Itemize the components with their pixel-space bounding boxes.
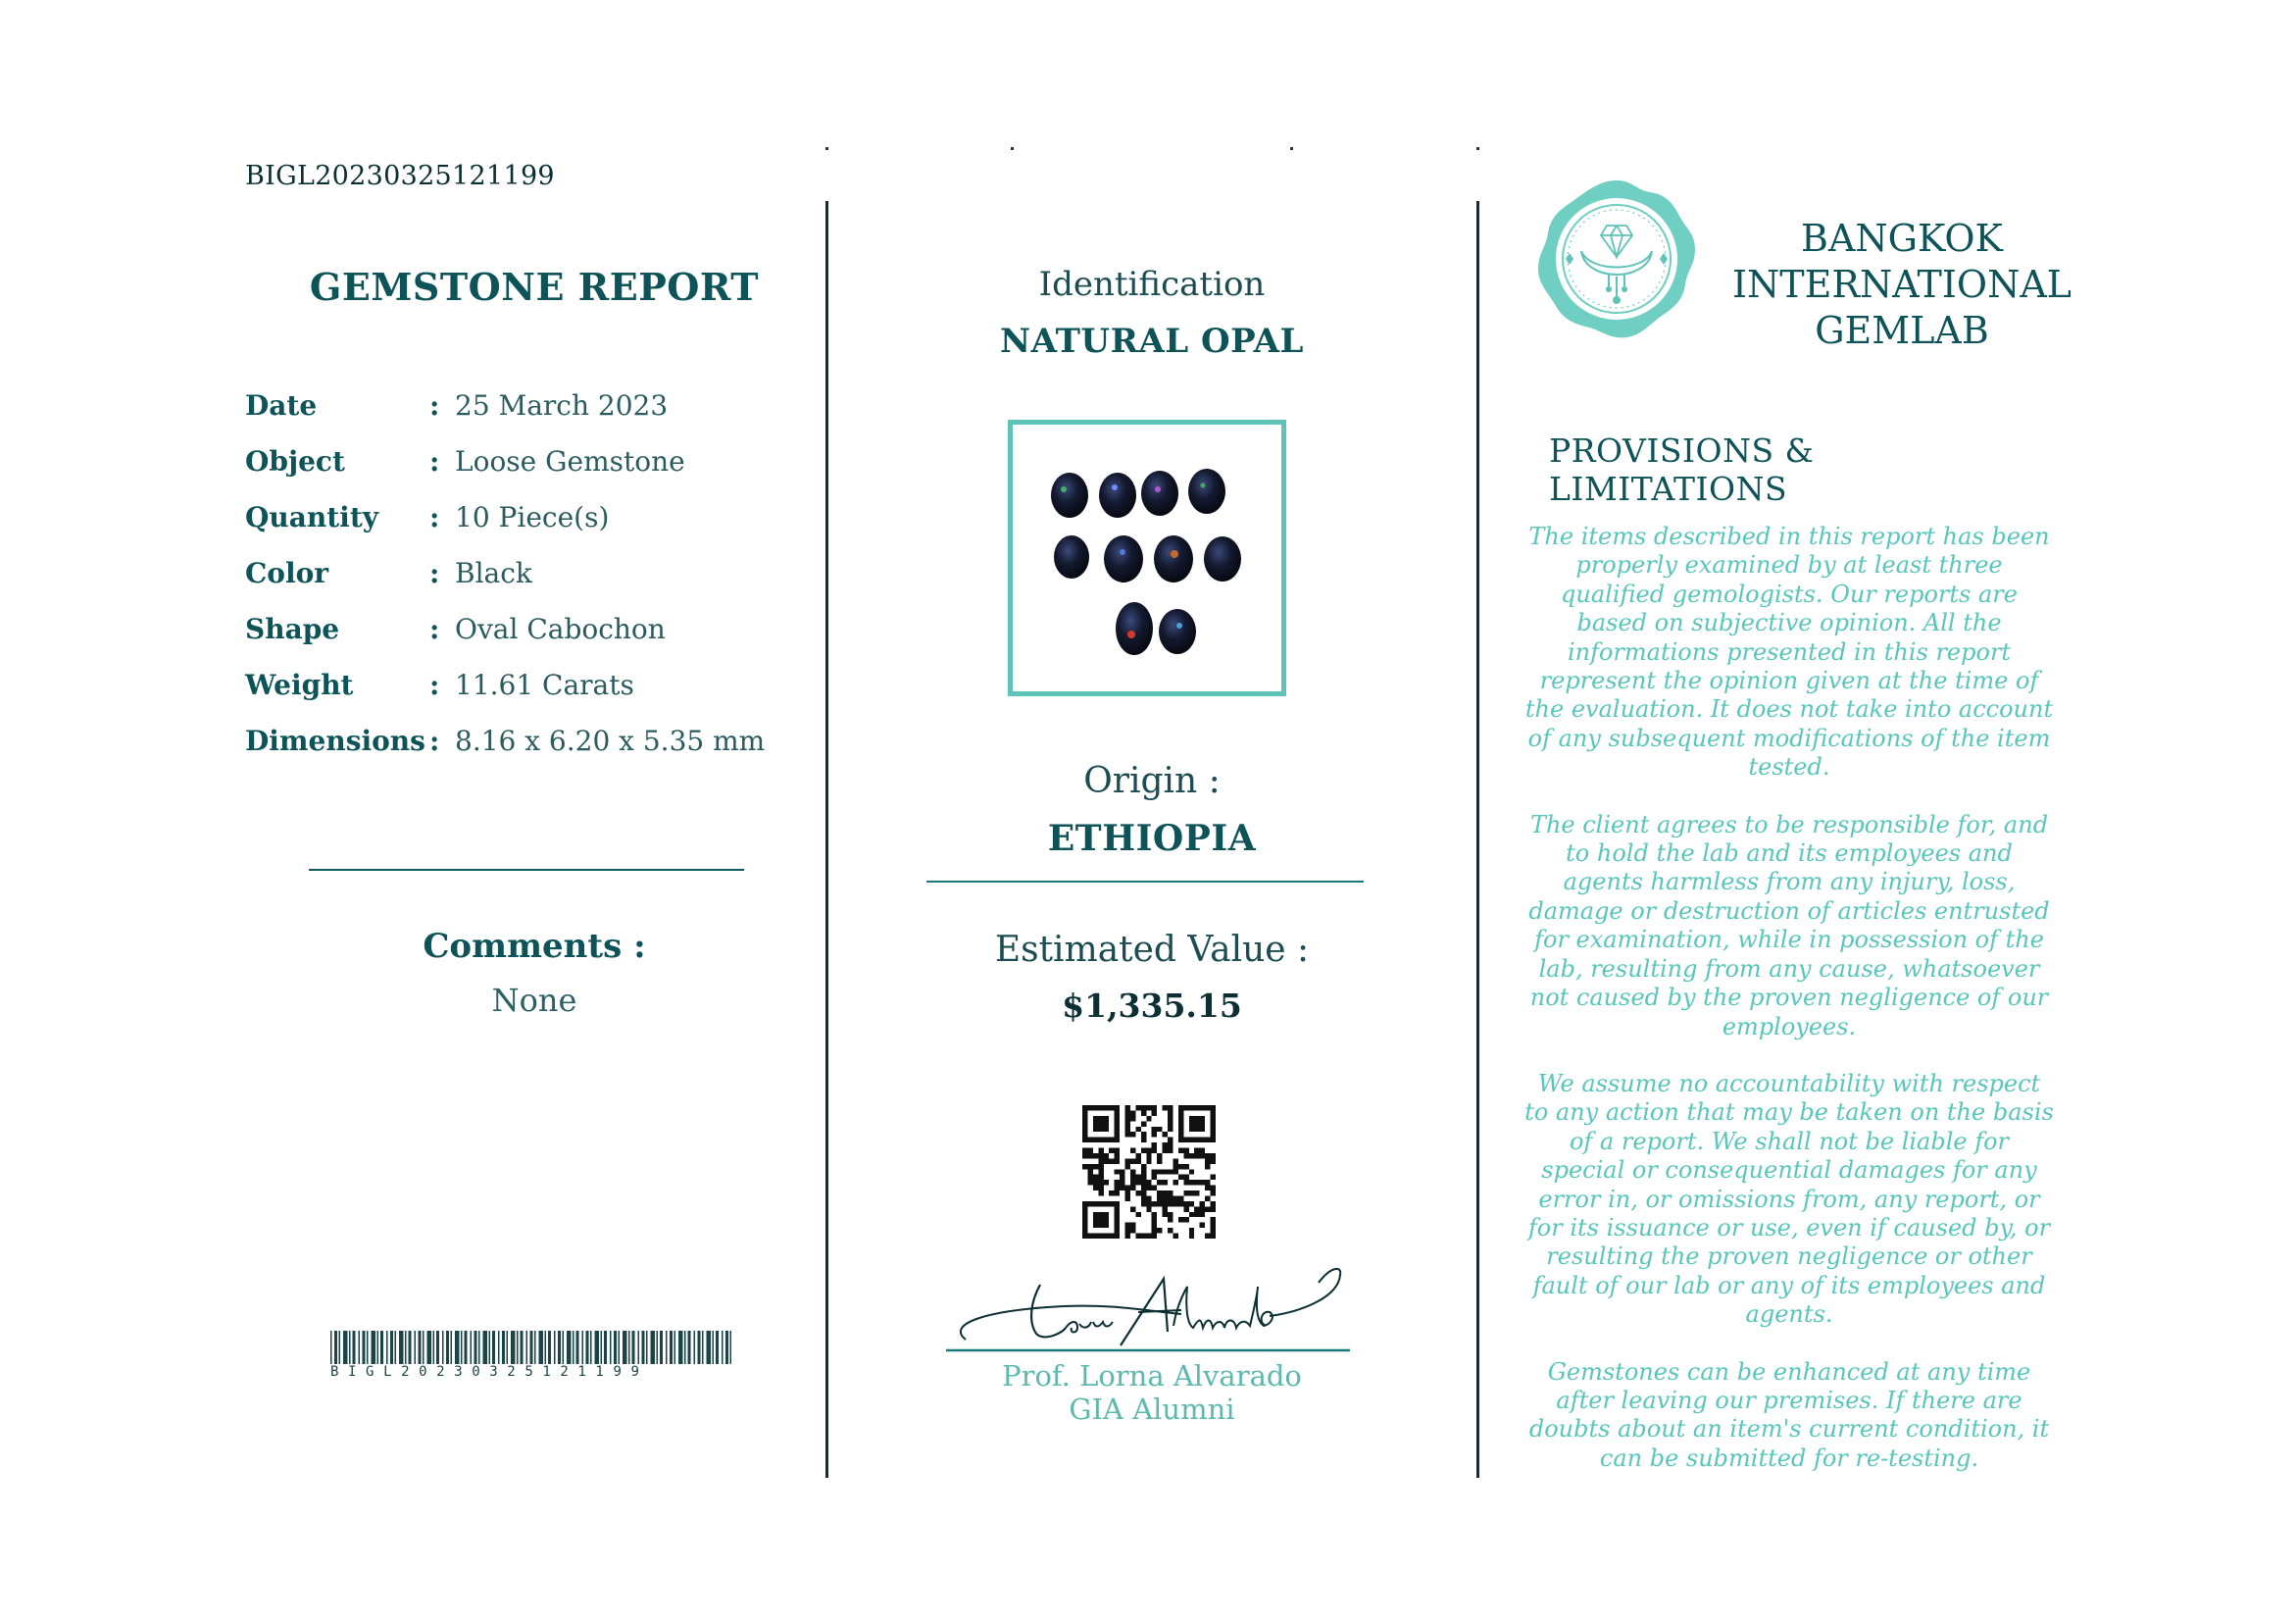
barcode-number: BIGL20230325121199 [330,1364,649,1380]
provisions-text [1524,523,2054,1501]
detail-separator: : [429,501,440,533]
provisions-paragraph: The items described in this report has been properly examined by at least three qualified gemologists. Our reports are based on subjective opinion. All the informations presented in this report represent the opinion given at the time of the evaluation. It does not take into account of any subsequent modifications of the item tested. [1524,523,2054,782]
detail-separator: : [429,557,440,589]
signatory-name: Prof. Lorna Alvarado [1002,1359,1302,1393]
detail-label: Object [245,445,345,478]
fold-mark [1290,147,1293,150]
lab-name-line: GEMLAB [1815,309,1989,352]
detail-label: Weight [245,669,354,701]
detail-row-weight [245,657,794,713]
detail-row-dimensions [245,713,794,769]
detail-label: Dimensions [245,725,425,757]
estimated-value-amount: $1,335.15 [1062,987,1242,1025]
lab-seal-logo [1534,177,1699,341]
gemstone-photo [1008,420,1286,696]
barcode [330,1331,732,1364]
detail-label: Color [245,557,329,589]
lab-name [1725,216,2078,354]
provisions-paragraph: We assume no accountability with respect to any action that may be taken on the basis of a report. We shall not be liable for special or consequential damages for any error in, or omissions from, any report, or for its issuance or use, even if caused by, or resulting the proven negligence or other fault of our lab or any of its employees and agents. [1524,1069,2054,1329]
detail-value: 8.16 x 6.20 x 5.35 mm [455,725,766,757]
report-title: GEMSTONE REPORT [309,265,760,309]
detail-label: Quantity [245,501,379,533]
detail-value: Oval Cabochon [455,613,666,645]
detail-separator: : [429,389,440,422]
signatory-title: GIA Alumni [1069,1393,1235,1426]
detail-label: Date [245,389,318,422]
detail-separator: : [429,613,440,645]
detail-value: Black [455,557,532,589]
details-table [245,378,794,769]
detail-row-object [245,433,794,489]
column-divider-right [1476,201,1479,1478]
fold-mark [1011,147,1014,150]
divider-line [309,869,744,871]
identification-value: NATURAL OPAL [1000,322,1304,361]
lab-name-line: INTERNATIONAL [1731,263,2071,306]
detail-value: 25 March 2023 [455,389,669,422]
detail-value: Loose Gemstone [455,445,685,478]
identification-label: Identification [1038,265,1266,304]
detail-row-date [245,378,794,433]
provisions-paragraph: The client agrees to be responsible for, and to hold the lab and its employees and agents harmless from any injury, loss, damage or destruction of articles entrusted for examination, while in possession of the lab, resulting from any cause, whatsoever not caused by the proven negligence of our employees. [1528,810,2050,1040]
provisions-title: PROVISIONS & LIMITATIONS [1549,431,1815,508]
comments-value: None [491,982,577,1019]
estimated-value-label: Estimated Value : [994,930,1310,970]
origin-label: Origin : [1083,761,1221,801]
detail-separator: : [429,669,440,701]
detail-value: 10 Piece(s) [455,501,610,533]
detail-row-quantity [245,489,794,545]
origin-value: ETHIOPIA [1047,818,1257,859]
divider-line [926,881,1364,883]
comments-label: Comments : [423,927,646,966]
lab-name-line: BANGKOK [1801,217,2003,260]
detail-row-color [245,545,794,601]
fold-mark [825,147,828,150]
detail-value: 11.61 Carats [455,669,634,701]
report-number: BIGL20230325121199 [245,161,555,191]
signature-image [946,1263,1350,1353]
fold-mark [1476,147,1479,150]
provisions-paragraph: Gemstones can be enhanced at any time after leaving our premises. If there are doubts about an item's current condition, it can be submitted for re-testing. [1528,1357,2050,1472]
qr-code [1082,1105,1216,1239]
detail-separator: : [429,725,440,757]
detail-row-shape [245,601,794,657]
detail-separator: : [429,445,440,478]
gemstone-photo-image [1013,425,1281,691]
detail-label: Shape [245,613,340,645]
